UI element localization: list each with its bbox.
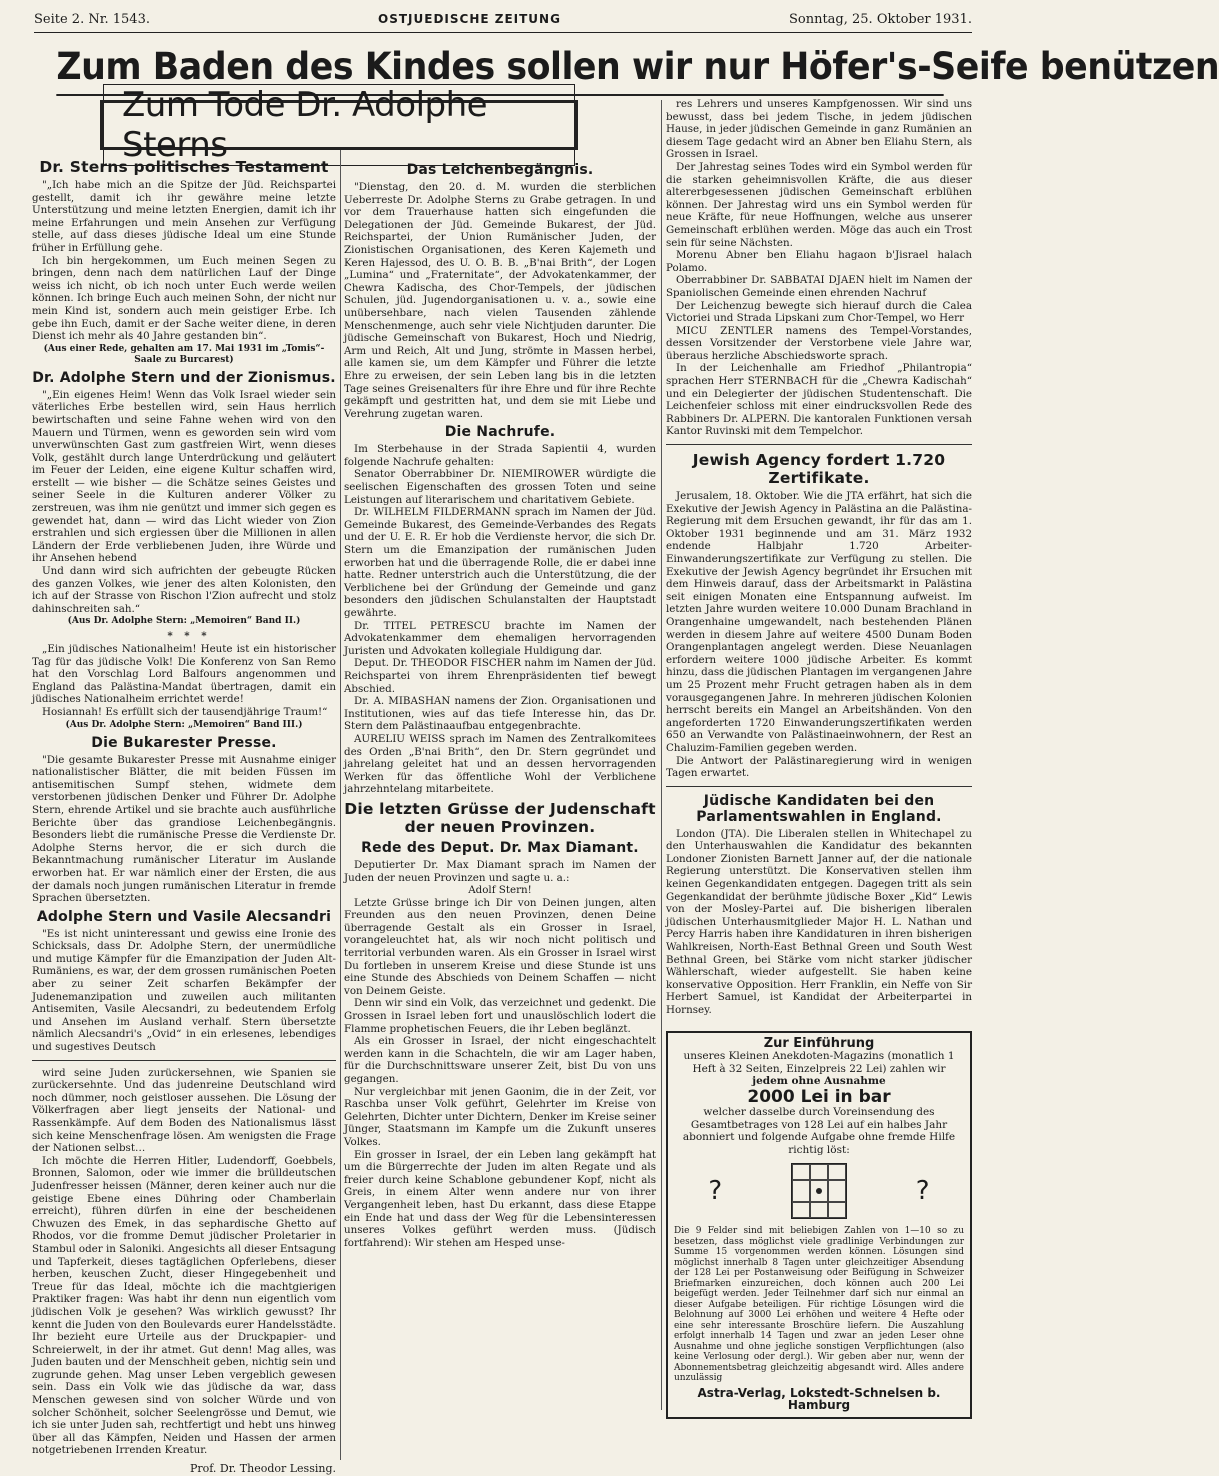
heading-kandidaten: Jüdische Kandidaten bei den Parlamentswahlen in England. (696, 792, 942, 825)
ad-fine-print: Die 9 Felder sind mit beliebigen Zahlen von 1—10 so zu besetzen, dass möglichst viele gradlinige Verbindungen zur Summe 15 vorgenommen werden können. Lösungen sind möglichst innerhalb 8 Tagen unter gleichzeitiger Absendung der 128 Lei per Postanweisung oder Beifügung in Schweizer Briefmarken einzureichen, doch können auch 200 Lei beigefügt werden. Jeder Teilnehmer darf sich nur einmal an dieser Aufgabe beteiligen. Für richtige Lösungen wird die Belohnung auf 3000 Lei erhöhen und weitere 4 Hefte oder eine sehr interessante Broschüre liefern. Die Auszahlung erfolgt innerhalb 14 Tagen und zwar an jeden Leser ohne Ausnahme und ohne jegliche sonstigen Verpflichtungen (also keine Verlosung oder dergl.). Wir geben aber nur, wenn der Abonnementsbetrag gleichzeitig abgesandt wird. Alles andere unzulässig (674, 1226, 964, 1384)
paragraph: Ich möchte die Herren Hitler, Ludendorff, Goebbels, Bronnen, Salomon, oder wie immer die brülldeutschen Judenfresser heissen (Männer, deren keiner auch nur die geistige Ebene eines Dühring oder Chamberlain erreicht), führen dürfen in eine der bescheidenen Chwuzen des Emek, in das sephardische Ghetto auf Rhodos, vor die fromme Demut jüdischer Proletarier in Stambul oder in Saloniki. Angesichts all dieser Entsagung und Tapferkeit, dieses tagtäglichen Opferlebens, dieser herben, keuschen Zucht, dieser Hingegebenheit und Treue für das Ideal, möchte ich die machtgierigen Praktiker fragen: Was habt ihr denn nun eigentlich vom jüdischen Volk je gesehen? Was wirklich gewusst? Ihr kennt die Juden von den Boulevards eurer Handelsstädte. Ihr bezieht eure Urteile aus der Druckpapier- und Schreierwelt, in der ihr atmet. Gut denn! Mag alles, was Juden bauten und der Menschheit geben, nichtig sein und zugrunde gehen. Mag unser Leben vergeblich gewesen sein. Dass ein Volk wie das jüdische da war, dass Menschen gewesen sind von solcher Würde und von solcher Schönheit, solcher Seelengrösse und Demut, wie ich sie unter Juden sah, rechtfertigt und hebt uns hinweg über all das Kämpfen, Neiden und Hassen der armen notgetriebenen Irrenden Kreatur. (32, 1154, 336, 1457)
paragraph: "Es ist nicht uninteressant und gewiss eine Ironie des Schicksals, dass Dr. Adolphe Stern, der unermüdliche und mutige Kämpfer für die Emanzipation der Juden Alt-Rumäniens, es war, der dem grossen rumänischen Poeten aber zu seiner Zeit scharfen Bekämpfer der Judenemanzipation und zuweilen auch militanten Antisemiten, Vasile Alecsandri, zu bedeutendem Erfolg und Ansehen im Ausland verhalf. Stern übersetzte nämlich Alecsandri's „Ovid“ in ein erlesenes, lebendiges und sugestives Deutsch (32, 927, 336, 1054)
paragraph: Die Antwort der Palästinaregierung wird in wenigen Tagen erwartet. (666, 754, 972, 780)
paragraph: Oberrabbiner Dr. SABBATAI DJAEN hielt im Namen der Spaniolischen Gemeinde einen ehrenden Nachruf (666, 274, 972, 299)
column-1 (32, 98, 337, 1476)
paragraph: Der Jahrestag seines Todes wird ein Symbol werden für die starken geheimnisvollen Kräfte, die aus dieser altererbgesessenen jüdischen Gemeinschaft erblühen können. Der Jahrestag wird uns ein Symbol werden für neue Kräfte, für neue Hoffnungen, welche aus unserer Gemeinschaft erblühen werden. Möge das auch ein Trost sein für seine Nächsten. (666, 160, 972, 249)
paragraph: Dr. WILHELM FILDERMANN sprach im Namen der Jüd. Gemeinde Bukarest, des Gemeinde-Verbandes des Regats und der U. E. R. Er hob die Verdienste hervor, die sich Dr. Stern um die Emanzipation der rumänischen Juden erworben hat und die überragende Rolle, die er dabei inne hatte. Redner unterstrich auch die Unterstützung, die der Verblichene bei der Gründung der Gemeinde und ganz besonders den jüdischen Schulanstalten der Hauptstadt gewährte. (344, 506, 656, 619)
divider (666, 444, 972, 445)
paragraph: Letzte Grüsse bringe ich Dir von Deinen jungen, alten Freunden aus den neuen Provinzen, denen Deine überragende Gestalt als ein Grosser in Israel, vorangeleuchtet hat, als wir noch nicht politisch und territorial verbunden waren. Als ein Grosser in Israel wirst Du fortleben in unserem Kreise und diese Stunde ist uns eine Stunde des Abschieds von Deinem Schaffen — nicht von Deinem Geiste. (344, 896, 656, 997)
paragraph: Dr. A. MIBASHAN namens der Zion. Organisationen und Institutionen, wies auf das tiefe Interesse hin, das Dr. Stern dem Palästinaaufbau entgegenbrachte. (344, 695, 656, 733)
masthead: OSTJUEDISCHE ZEITUNG (378, 12, 561, 26)
paragraph: "Dienstag, den 20. d. M. wurden die sterblichen Ueberreste Dr. Adolphe Sterns zu Grabe getragen. In und vor dem Trauerhause hatten sich eingefunden die Delegationen der Jüd. Gemeinde Bukarest, der Jüd. Reichspartei, der Union Rumänischer Juden, der Zionistischen Organisationen, des Keren Kajemeth und Keren Hajessod, des U. O. B. B. „B'nai Brith“, der Logen „Lumina“ und „Fraternitate“, der Advokatenkammer, der Chewra Kadischa, des Chor-Tempels, der jüdischen Schulen, jüd. Jugendorganisationen u. v. a., sowie eine unübersehbare, nach vielen Tausenden zählende Menschenmenge, auch sehr viele Nichtjuden darunter. Die jüdische Gemeinschaft von Bukarest, Hoch und Niedrig, Arm und Reich, Alt und Jung, strömte in Massen herbei, alle kamen sie, um dem Kämpfer und Führer die letzte Ehre zu erweisen, der sein Leben lang bis in die letzten Tage seines Greisenalters für ihre Ehre und für ihre Rechte gekämpft und gestritten hat, und dem sie mit Liebe und Verehrung zugetan waren. (344, 181, 656, 420)
ad-amount: 2000 Lei in bar (747, 1086, 891, 1107)
heading-alecsandri: Adolphe Stern und Vasile Alecsandri (36, 908, 332, 925)
paragraph: Morenu Abner ben Eliahu hagaon b'Jisrael halach Polamo. (666, 249, 972, 274)
heading-testament: Dr. Sterns politisches Testament (39, 158, 329, 176)
paragraph: Im Sterbehause in der Strada Sapientii 4, wurden folgende Nachrufe gehalten: (344, 443, 656, 468)
paragraph: Deputierter Dr. Max Diamant sprach im Namen der Juden der neuen Provinzen und sagte u. a.: (344, 858, 656, 884)
question-mark: ? (708, 1175, 723, 1206)
paragraph: Deput. Dr. THEODOR FISCHER nahm im Namen der Jüd. Reichspartei von ihrem Ehrenpräsidenten tief bewegt Abschied. (344, 657, 656, 695)
ad-text: unseres Kleinen Anekdoten-Magazins (monatlich 1 Heft à 32 Seiten, Einzelpreis 22 Lei) zahlen wir (683, 1050, 955, 1075)
ad-text: welcher dasselbe durch Voreinsendung des Gesamtbetrages von 128 Lei auf ein halbes Jahr abonniert und folgende Aufgabe ohne fremde Hilfe richtig löst: (682, 1106, 956, 1156)
paragraph: wird seine Juden zurückersehnen, wie Spanien sie zurückersehnte. Und das judenreine Deutschland wird noch dümmer, noch geistloser aussehen. Die Lösung der Völkerfragen aber liegt jenseits der National- und Rassenkämpfe. Auf dem Boden des Nationalismus lässt sich keine Menschenfrage lösen. Am wenigsten die Frage der Nationen selbst… (32, 1066, 336, 1155)
source-note: (Aus Dr. Adolphe Stern: „Memoiren“ Band II.) (67, 616, 301, 627)
page-number: Seite 2. Nr. 1543. (34, 11, 150, 27)
paragraph: Der Leichenzug bewegte sich hierauf durch die Calea Victoriei und Strada Lipskani zum Chor-Tempel, wo Herr (666, 299, 972, 325)
paragraph: MICU ZENTLER namens des Tempel-Vorstandes, dessen Vorsitzender der Verstorbene viele Jahre war, überaus herzliche Abschiedsworte sprach. (666, 324, 972, 362)
issue-date: Sonntag, 25. Oktober 1931. (788, 11, 972, 27)
heading-rede: Rede des Deput. Dr. Max Diamant. (361, 839, 639, 856)
ad-text: jedem ohne Ausnahme (752, 1075, 886, 1088)
separator-stars: * * * (167, 630, 211, 643)
paragraph: Als ein Grosser in Israel, der nicht eingeschachtelt werden kann in die Schachteln, die wir am Lager haben, für die Durchschnittsware unserer Zeit, bist Du von uns gegangen. (344, 1035, 656, 1085)
paragraph: Und dann wird sich aufrichten der gebeugte Rücken des ganzen Volkes, wie jener des alten Kolonisten, den ich auf der Strasse von Rischon l'Zion aufrecht und stolz dahinschreiten sah.“ (32, 565, 336, 615)
heading-jewish-agency: Jewish Agency fordert 1.720 Zertifikate. (692, 451, 946, 488)
column-2 (344, 158, 656, 1473)
heading-gruesse: Die letzten Grüsse der Judenschaft der neuen Provinzen. (344, 799, 656, 836)
paragraph: Ein grosser in Israel, der ein Leben lang gekämpft hat um die Bürgerrechte der Juden im alten Regate und als freier durch keine Schablone gebundener Kopf, nicht als Greis, in einem Alter wenn andere nur von ihrer Vergangenheit leben, hast Du erkannt, dass diese Etappe ein Ende hat und dass der Weg für die Lebensinteressen unseres Volkes geführt werden muss. (Jüdisch fortfahrend): Wir stehen am Hesped unse- (344, 1148, 656, 1249)
column-divider (661, 100, 662, 1410)
divider (32, 1060, 336, 1061)
question-mark: ? (915, 1175, 930, 1206)
paragraph: Dr. TITEL PETRESCU brachte im Namen der Advokatenkammer dem ehemaligen hervorragenden Juristen und Advokaten kollegiale Huldigung dar. (344, 619, 656, 657)
paragraph: Jerusalem, 18. Oktober. Wie die JTA erfährt, hat sich die Exekutive der Jewish Agency in Palästina an die Palästina-Regierung mit dem Ersuchen gewandt, ihr für das am 1. Oktober 1931 beginnende und am 31. März 1932 endende Halbjahr 1.720 Arbeiter-Einwanderungszertifikate zur Verfügung zu stellen. Die Exekutive der Jewish Agency begründet ihr Ersuchen mit dem Hinweis darauf, dass der Arbeitsmarkt in Palästina seit einigen Monaten eine Entspannung aufweist. Im letzten Jahre wurden weitere 10.000 Dunam Brachland in Orangenhaine umgewandelt, nach bestehenden Plänen werden in diesem Jahre auf weitere 4500 Dunam Boden Orangenplantagen angelegt werden. Diese Neuanlagen erfordern weitere 1000 jüdische Arbeiter. Es kommt hinzu, dass die jüdischen Plantagen im vergangenen Jahre um 25 Prozent mehr Frucht getragen haben als in dem vorausgegangenen Jahre. In mehreren jüdischen Kolonien herrscht bereits ein Mangel an Arbeitshänden. Von den angeforderten 1720 Einwanderungszertifikaten werden 650 an Verwandte von Palästinaeinwohnern, der Rest an Chaluzim-Familien gegeben werden. (666, 490, 972, 754)
puzzle-row (674, 1160, 964, 1222)
ad-publisher: Astra-Verlag, Lokstedt-Schnelsen b. Hamburg (697, 1385, 941, 1413)
heading-zionismus: Dr. Adolphe Stern und der Zionismus. (32, 369, 336, 386)
paragraph: Hosiannah! Es erfüllt sich der tausendjährige Traum!“ (42, 705, 328, 718)
divider (666, 786, 972, 787)
source-note: (Aus Dr. Adolphe Stern: „Memoiren“ Band III.) (65, 719, 303, 730)
puzzle-grid-icon (791, 1163, 847, 1219)
column-3 (666, 98, 972, 1413)
paragraph: Ich bin hergekommen, um Euch meinen Segen zu bringen, denn nach dem natürlichen Lauf der Dinge weiss ich nicht, ob ich noch unter Euch werde weilen können. Ich bringe Euch auch meinen Sohn, der nicht nur mein Kind ist, sondern auch mein geistiger Erbe. Ich gebe ihn Euch, damit er der Sache weiter diene, in deren Dienst ich mehr als 40 Jahre gestanden bin“. (32, 254, 337, 343)
paragraph: London (JTA). Die Liberalen stellen in Whitechapel zu den Unterhauswahlen die Kandidatur des bekannten Londoner Zionisten Barnett Janner auf, der die nationale Regierung unterstützt. Die Konservativen stellen ihm keinen Gegenkandidaten entgegen. Dagegen tritt als sein Gegenkandidat der berühmte jüdische Boxer „Kid“ Lewis von der Mosley-Partei auf. Die bisherigen liberalen jüdischen Unterhausmitglieder Major H. L. Nathan und Percy Harris haben ihre Kandidaturen in ihren bisherigen Wahlkreisen, North-East Bethnal Green und South West Bethnal Green, bei Stärke vom nicht starker jüdischer Wählerschaft, wieder aufgestellt. Sie haben keine konservative Opposition. Herr Franklin, ein Neffe von Sir Herbert Samuel, ist Kandidat der Arbeiterpartei in Hornsey. (666, 827, 972, 1016)
paragraph: „Ein jüdisches Nationalheim! Heute ist ein historischer Tag für das jüdische Volk! Die Konferenz von San Remo hat den Vorschlag Lord Balfours angenommen und England das Palästina-Mandat übertragen, damit ein jüdisches Nationalheim errichtet werde! (32, 643, 336, 706)
paragraph: Nur vergleichbar mit jenen Gaonim, die in der Zeit, vor Raschba unser Volk geführt, Gelehrter im Kreise von Gelehrten, Dichter unter Dichtern, Denker im Kreise seiner Jünger, Staatsmann im Kampfe um die Zukunft unseres Volkes. (344, 1085, 656, 1148)
salutation: Adolf Stern! (468, 884, 532, 897)
paragraph: Denn wir sind ein Volk, das verzeichnet und gedenkt. Die Grossen in Israel leben fort und unauslöschlich lodert die Flamme prophetischen Feuers, die ihr Leben beglänzt. (344, 997, 656, 1035)
section-title: Zum Tode Dr. Adolphe Sterns (103, 84, 575, 166)
paragraph: AURELIU WEISS sprach im Namen des Zentralkomitees des Orden „B'nai Brith“, den Dr. Stern gegründet und jahrelang geleitet hat und an dessen hervorragenden Werken für das öffentliche Wohl der Verblichene jahrzehntelang mitarbeitete. (344, 732, 656, 796)
paragraph: "Die gesamte Bukarester Presse mit Ausnahme einiger nationalistischer Blätter, die mit beiden Füssen im antisemitischen Sumpf stehen, widmete dem verstorbenen jüdischen Denker und Führer Dr. Adolphe Stern, ehrende Artikel und sie brachte auch ausführliche Berichte über das grandiose Leichenbegängnis. Besonders liebt die rumänische Presse die Verdienste Dr. Adolphe Sterns hervor, die er sich durch die Bekanntmachung rumänischer Literatur im Auslande erworben hat. Er war nämlich einer der Ersten, die aus der damals noch jungen rumänischen Literatur in fremde Sprachen übersetzten. (32, 753, 336, 905)
author-signature: Prof. Dr. Theodor Lessing. (189, 1462, 336, 1476)
paragraph: "„Ich habe mich an die Spitze der Jüd. Reichspartei gestellt, damit ich ihr gewähre meine letzte Unterstützung und meine letzten Energien, damit ich ihr meine Erfahrungen und mein Ansehen zur Verfügung stelle, auf dass dieses jüdische Ideal um eine Stunde früher in Erfüllung gehe. (32, 179, 336, 254)
advertisement-box (666, 1031, 972, 1419)
paragraph: In der Leichenhalle am Friedhof „Philantropia“ sprachen Herr STERNBACH für die „Chewra Kadischah“ und ein Delegierter der jüdischen Studentenschaft. Die Leichenfeier schloss mit einer eindrucksvollen Rede des Rabbiners Dr. ALPERN. Die kantoralen Funktionen versah Kantor Ruvinski mit dem Tempelchor. (666, 362, 972, 438)
ad-title: Zur Einführung (763, 1035, 875, 1051)
source-note: (Aus einer Rede, gehalten am 17. Mai 1931 im „Tomis“-Saale zu Burcarest) (43, 343, 325, 365)
heading-presse: Die Bukarester Presse. (91, 734, 277, 751)
page-header (34, 6, 972, 33)
heading-nachrufe: Die Nachrufe. (444, 424, 556, 441)
heading-leichenbegaengnis: Das Leichenbegängnis. (406, 162, 594, 178)
paragraph: res Lehrers und unseres Kampfgenossen. Wir sind uns bewusst, dass bei jedem Tische, in jedem jüdischen Hause, in jeder jüdischen Gemeinde in ganz Rumänien an diesem Tage gedacht wird an Abner ben Eliahu Stern, als Grossen in Israel. (666, 98, 972, 161)
advertisement-banner: Zum Baden des Kindes sollen wir nur Höfer's-Seife benützen (56, 40, 943, 96)
paragraph: "„Ein eigenes Heim! Wenn das Volk Israel wieder sein väterliches Erbe bestellen wird, sein Haus herrlich bewirtschaften und seine Fahne wehen wird von den Mauern und Türmen, wenn es geworden sein wird vom unverwünschten Gast zum gastfreien Wirt, wenn dieses Volk, gestählt durch lange Unterdrückung und geläutert im Feuer der Leiden, eine eigene Kultur schaffen wird, erstellt — wie bisher — die Schätze seines Geistes und seiner Seele in die Kulturen anderer Völker zu zerstreuen, was ihm nie genützt und immer sich gegen es gewendet hat, dann — wird das Licht wieder von Zion erstrahlen und sich ergiessen über die Millionen in allen Ländern der Erde verbliebenen Juden, ihre Würde und ihr Ansehen hebend (32, 388, 336, 565)
column-divider (340, 150, 341, 1460)
paragraph: Senator Oberrabbiner Dr. NIEMIROWER würdigte die seelischen Eigenschaften des grossen Toten und seine Leistungen auf literarischem und charitativem Gebiete. (344, 468, 656, 506)
